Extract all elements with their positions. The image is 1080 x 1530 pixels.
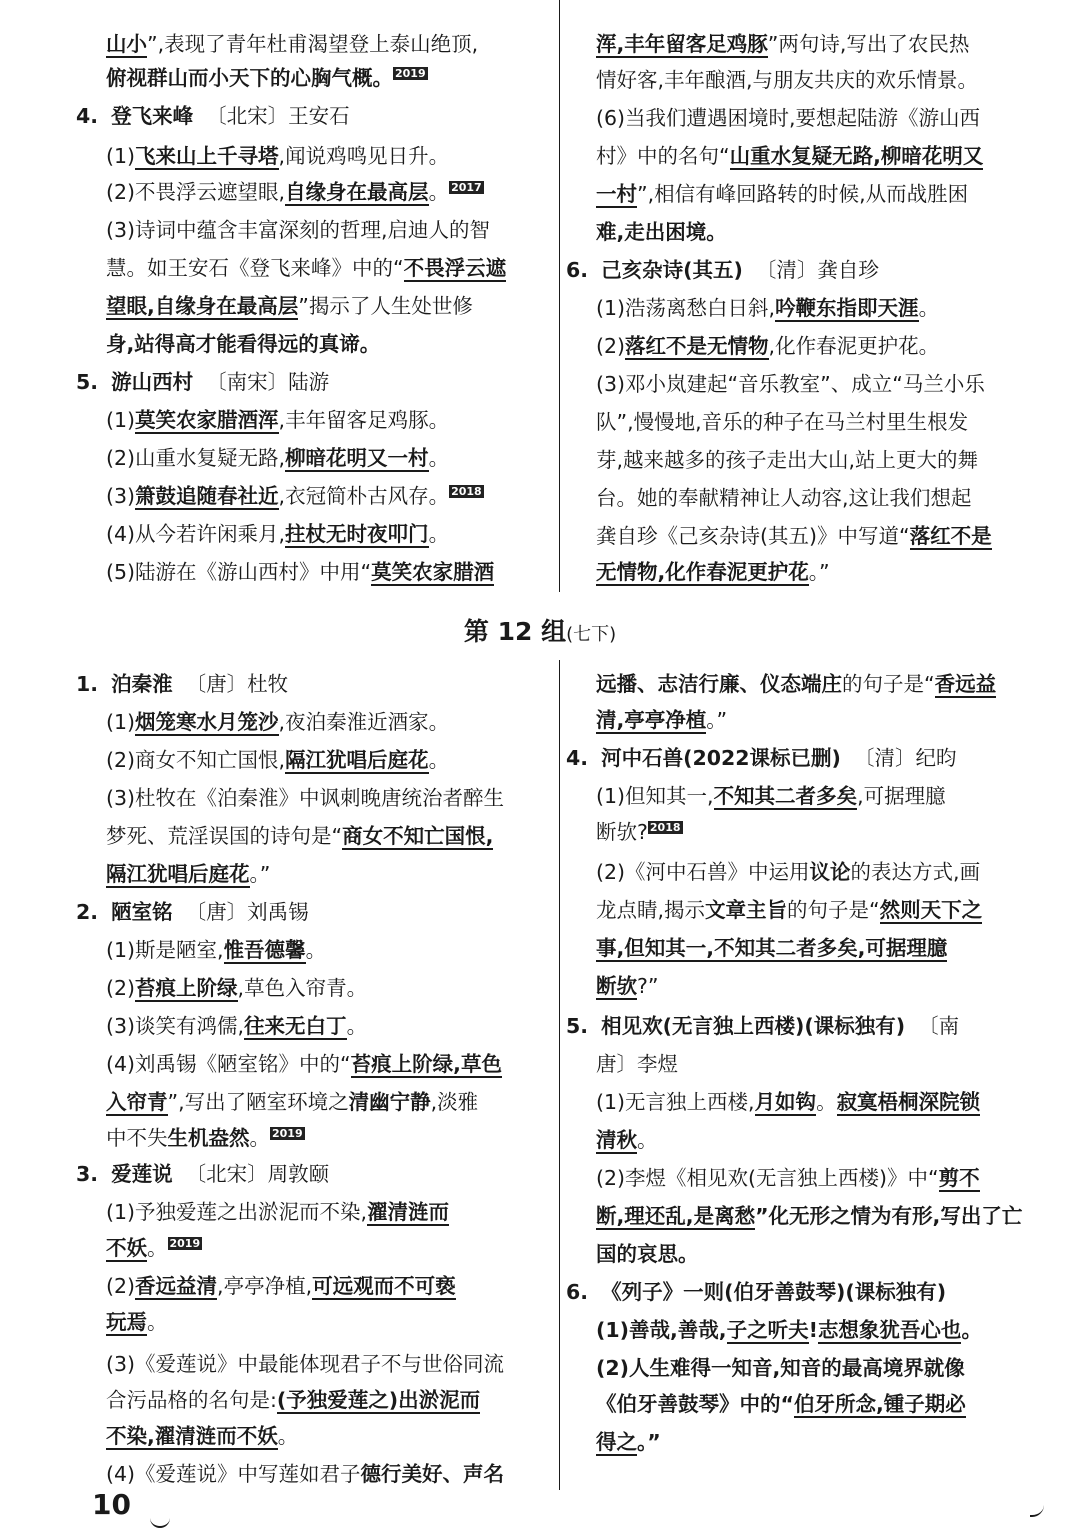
- question-line: [596, 1202, 1022, 1230]
- question-line: [596, 484, 972, 512]
- answer-blank: 落红不是: [909, 524, 992, 548]
- text: (1)善哉,善哉,: [596, 1318, 727, 1342]
- answer-blank: 然则天下之: [879, 898, 983, 922]
- corner-curve-icon: [1030, 1505, 1044, 1517]
- item-number: 3.: [76, 1162, 99, 1186]
- question-line: [596, 408, 968, 436]
- item-number: 2.: [76, 900, 99, 924]
- question-line: [596, 1088, 980, 1116]
- text: (3): [106, 484, 136, 508]
- poem-title: 己亥杂诗(其五): [601, 258, 743, 282]
- answer-blank: 子之听夫: [726, 1318, 809, 1342]
- question-line: [106, 936, 326, 964]
- text: (2): [596, 334, 626, 358]
- text: 。: [147, 1310, 168, 1334]
- poem-author: 〔北宋〕王安石: [206, 104, 350, 128]
- text-line: [596, 180, 968, 208]
- poem-heading: [566, 744, 956, 772]
- text: (2)不畏浮云遮望眼,: [106, 180, 286, 204]
- text: ”,写出了陋室环境之: [167, 1090, 349, 1114]
- text: (1)浩荡离愁白日斜,: [596, 296, 776, 320]
- text: (2)山重水复疑无路,: [106, 446, 286, 470]
- question-line: [596, 446, 978, 474]
- text: (5)陆游在《游山西村》中用“: [106, 560, 372, 584]
- question-line: [106, 1234, 202, 1262]
- text: (2)《河中石兽》中运用: [596, 860, 810, 884]
- text: (4)刘禹锡《陋室铭》中的“: [106, 1052, 351, 1076]
- poem-title: 登飞来峰: [111, 104, 194, 128]
- text: 龚自珍《己亥杂诗(其五)》中写道“: [596, 524, 910, 548]
- text: (4)从今若许闲乘月,: [106, 522, 286, 546]
- question-line: [106, 1422, 298, 1450]
- text-line: [596, 218, 727, 246]
- question-line: [106, 746, 449, 774]
- text: 芽,越来越多的孩子走出大山,站上更大的舞: [596, 448, 979, 472]
- answer-blank: 山重水复疑无路,柳暗花明又: [729, 144, 984, 168]
- answer-blank: 惟吾德馨: [223, 938, 306, 962]
- question-line: [596, 858, 980, 886]
- question-line: [106, 1350, 504, 1378]
- answer-blank: 不知其二者多矣: [713, 784, 858, 808]
- answer-blank: 拄杖无时夜叩门: [285, 522, 429, 546]
- question-line: [106, 1198, 449, 1226]
- answer-blank: 寂寞梧桐深院锁: [836, 1090, 981, 1114]
- answer-blank: 香远益清: [135, 1274, 218, 1298]
- question-line: [106, 784, 504, 812]
- poem-author: 〔南: [918, 1014, 960, 1038]
- text: ,丰年留客足鸡豚。: [278, 408, 450, 432]
- answer-blank: 一村: [596, 182, 637, 206]
- text: (2)商女不知亡国恨,: [106, 748, 286, 772]
- answer-blank: 自缘身在最高层: [285, 180, 429, 204]
- text: 队”,慢慢地,音乐的种子在马兰村里生根发: [596, 410, 969, 434]
- answer-blank: 不染,濯清涟而不妖: [106, 1424, 278, 1448]
- text: 。”: [249, 862, 271, 886]
- item-number: 6.: [566, 1280, 589, 1304]
- poem-heading: [76, 1160, 329, 1188]
- poem-heading: [566, 1278, 946, 1306]
- poem-title: 《列子》一则(伯牙善鼓琴)(课标独有): [601, 1280, 947, 1304]
- answer-blank: 浑,丰年留客足鸡豚: [596, 32, 768, 56]
- poem-heading: [76, 368, 329, 396]
- answer-blank: 清,亭亭净植: [596, 708, 707, 732]
- year-badge: 2018: [451, 485, 482, 499]
- question-line: [106, 860, 270, 888]
- answer-blank: 不妖: [106, 1236, 147, 1260]
- text: 慧。如王安石《登飞来峰》中的“: [106, 256, 404, 280]
- text: 。: [428, 180, 450, 204]
- text: 村》中的名句“: [596, 144, 730, 168]
- text: ,夜泊秦淮近酒家。: [278, 710, 450, 734]
- answer-blank: 莫笑农家腊酒: [371, 560, 495, 584]
- text: 断欤?: [596, 820, 648, 844]
- text-line: [106, 64, 428, 92]
- text: 议论: [809, 860, 851, 884]
- answer-blank: 濯清涟而: [367, 1200, 450, 1224]
- text: 。: [428, 522, 450, 546]
- text: 远播、志洁行廉、仪态端庄: [596, 672, 842, 696]
- question-line: [106, 1012, 367, 1040]
- poem-heading: [76, 898, 309, 926]
- text: (1)斯是陋室,: [106, 938, 224, 962]
- text: (4)《爱莲说》中写莲如君子: [106, 1462, 361, 1486]
- answer-blank: 无情物,化作春泥更护花: [596, 560, 809, 584]
- text: 情好客,丰年酿酒,与朋友共庆的欢乐情景。: [596, 68, 979, 92]
- question-line: [596, 972, 659, 1000]
- text: 。: [428, 446, 450, 470]
- question-line: [596, 782, 946, 810]
- year-badge: 2018: [649, 821, 681, 835]
- text: ”,表现了青年杜甫渴望登上泰山绝顶,: [147, 32, 479, 56]
- text: (2)人生难得一知音,知音的最高境界就像: [596, 1356, 965, 1380]
- text: 。”: [808, 560, 830, 584]
- text: (2): [106, 976, 136, 1000]
- question-line: [106, 142, 449, 170]
- answer-blank: 剪不: [938, 1166, 980, 1190]
- answer-blank: 月如钩: [754, 1090, 817, 1114]
- poem-title: 爱莲说: [111, 1162, 173, 1186]
- question-line: [106, 254, 506, 282]
- text: 身,站得高才能看得远的真谛。: [106, 332, 381, 356]
- poem-author: 〔唐〕杜牧: [185, 672, 289, 696]
- text: 清幽宁静: [348, 1090, 431, 1114]
- group-heading: [0, 612, 1080, 648]
- text-line: [596, 670, 996, 698]
- answer-blank: 山小: [106, 32, 147, 56]
- text-line: [596, 104, 980, 132]
- text: 难,走出困境。: [596, 220, 727, 244]
- answer-blank: 入帘青: [106, 1090, 168, 1114]
- poem-heading: [76, 102, 350, 130]
- text: (1): [106, 144, 136, 168]
- question-line: [596, 332, 939, 360]
- question-line: [106, 974, 367, 1002]
- year-badge: 2019: [272, 1127, 303, 1141]
- question-line: [106, 822, 493, 850]
- answer-blank: 断,理还乱,是离愁: [596, 1204, 756, 1228]
- answer-blank: 吟鞭东指即天涯: [775, 296, 919, 320]
- year-badge: 2019: [395, 67, 426, 81]
- item-number: 5.: [566, 1014, 589, 1038]
- text: ,衣冠简朴古风存。: [278, 484, 450, 508]
- answer-blank: 志想象犹吾心也: [817, 1318, 962, 1342]
- text: ,草色入帘青。: [237, 976, 368, 1000]
- text: 。: [428, 748, 450, 772]
- text: 台。她的奉献精神让人动容,这让我们想起: [596, 486, 972, 510]
- answer-blank: 箫鼓追随春社近: [135, 484, 279, 508]
- text: ”两句诗,写出了农民热: [767, 32, 970, 56]
- text: 。: [918, 296, 940, 320]
- text-line: [106, 30, 478, 58]
- text: (3)诗词中蕴含丰富深刻的哲理,启迪人的智: [106, 218, 491, 242]
- question-line: [106, 292, 473, 320]
- question-line: [596, 818, 683, 846]
- text: 国的哀思。: [596, 1242, 699, 1266]
- text: 。: [277, 1424, 299, 1448]
- text: 。: [637, 1128, 658, 1152]
- question-line: [106, 1386, 480, 1414]
- answer-blank: 不畏浮云遮: [403, 256, 507, 280]
- text: ,闻说鸡鸣见日升。: [278, 144, 450, 168]
- text: (2)李煜《相见欢(无言独上西楼)》中“: [596, 1166, 939, 1190]
- text: 生机盎然: [167, 1126, 250, 1150]
- text: 《伯牙善鼓琴》中的“: [596, 1392, 794, 1416]
- question-line: [106, 1050, 502, 1078]
- question-line: [106, 178, 484, 206]
- text: 德行美好、声名: [360, 1462, 505, 1486]
- poem-author: 唐〕李煜: [596, 1052, 678, 1076]
- question-line: [106, 216, 490, 244]
- answer-blank: 望眼,自缘身在最高层: [106, 294, 299, 318]
- poem-author: 〔清〕龚自珍: [755, 258, 879, 282]
- answer-blank: 得之: [596, 1430, 637, 1454]
- answer-blank: 往来无白丁: [244, 1014, 347, 1038]
- text: ”揭示了人生处世修: [298, 294, 473, 318]
- question-line: [596, 1126, 658, 1154]
- poem-author: 〔南宋〕陆游: [206, 370, 330, 394]
- text: (3)《爱莲说》中最能体现君子不与世俗同流: [106, 1352, 505, 1376]
- question-line: [106, 1088, 478, 1116]
- text: 文章主旨: [705, 898, 788, 922]
- text: (3)邓小岚建起“音乐教室”、成立“马兰小乐: [596, 372, 985, 396]
- column-divider: [559, 0, 560, 592]
- text: ,可据理臆: [857, 784, 946, 808]
- text-line: [596, 66, 978, 94]
- answer-blank: 商女不知亡国恨,: [342, 824, 494, 848]
- question-line: [596, 1316, 982, 1344]
- text: 俯视群山而小天下的心胸气概。: [106, 66, 393, 90]
- question-line: [596, 1390, 966, 1418]
- item-number: 6.: [566, 258, 589, 282]
- text-line: [596, 706, 727, 734]
- answer-blank: 隔江犹唱后庭花: [285, 748, 429, 772]
- answer-blank: (予独爱莲之)出淤泥而: [276, 1388, 481, 1412]
- answer-blank: 事,但知其一,不知其二者多矣,可据理臆: [596, 936, 948, 960]
- question-line: [106, 1308, 168, 1336]
- answer-blank: 断欤: [596, 974, 637, 998]
- poem-title: 陋室铭: [111, 900, 173, 924]
- answer-blank: 落红不是无情物: [625, 334, 769, 358]
- poem-heading: [76, 670, 288, 698]
- question-line: [596, 1428, 661, 1456]
- answer-blank: 苔痕上阶绿: [135, 976, 238, 1000]
- text: 。: [147, 1236, 168, 1260]
- text: 。: [305, 938, 327, 962]
- question-line: [106, 520, 449, 548]
- text: ?”: [637, 974, 659, 998]
- poem-title: 游山西村: [111, 370, 194, 394]
- poem-title: 泊秦淮: [111, 672, 173, 696]
- text: (1): [106, 408, 136, 432]
- poem-heading: [566, 1012, 959, 1040]
- question-line: [596, 370, 985, 398]
- question-line: [106, 1460, 504, 1488]
- poem-author: 〔清〕纪昀: [853, 746, 957, 770]
- text: ”化无形之情为有形,写出了亡: [755, 1204, 1023, 1228]
- question-line: [596, 934, 947, 962]
- text: 梦死、荒淫误国的诗句是“: [106, 824, 343, 848]
- text: 。: [346, 1014, 368, 1038]
- group-title: 第 12 组: [463, 617, 567, 646]
- answer-blank: 玩焉: [106, 1310, 147, 1334]
- text: 。”: [637, 1430, 661, 1454]
- question-line: [596, 896, 982, 924]
- text: !: [808, 1318, 818, 1342]
- text-line: [596, 142, 983, 170]
- text: (3)谈笑有鸿儒,: [106, 1014, 245, 1038]
- text: (1)无言独上西楼,: [596, 1090, 755, 1114]
- question-line: [106, 330, 380, 358]
- question-line: [596, 1164, 980, 1192]
- text: 。: [816, 1090, 837, 1114]
- question-line: [106, 1124, 305, 1152]
- poem-author: 〔北宋〕周敦颐: [185, 1162, 330, 1186]
- text: ”,相信有峰回路转的时候,从而战胜困: [637, 182, 969, 206]
- answer-blank: 香远益: [934, 672, 997, 696]
- answer-blank: 伯牙所念,锺子期必: [793, 1392, 966, 1416]
- question-line: [596, 522, 992, 550]
- poem-title: 河中石兽(2022课标已删): [601, 746, 841, 770]
- item-number: 4.: [76, 104, 99, 128]
- text: 龙点睛,揭示: [596, 898, 706, 922]
- text: 。: [249, 1126, 270, 1150]
- answer-blank: 烟笼寒水月笼沙: [135, 710, 279, 734]
- page-number: 10: [92, 1488, 131, 1521]
- text: 的句子是“: [787, 898, 880, 922]
- text: ,淡雅: [430, 1090, 479, 1114]
- poem-title: 相见欢(无言独上西楼)(课标独有): [601, 1014, 906, 1038]
- text: (1)予独爱莲之出淤泥而不染,: [106, 1200, 368, 1224]
- answer-blank: 清秋: [596, 1128, 637, 1152]
- year-badge: 2019: [169, 1237, 201, 1251]
- answer-blank: 莫笑农家腊酒浑: [135, 408, 279, 432]
- column-divider: [559, 660, 560, 1490]
- poem-author-cont: [596, 1050, 678, 1078]
- answer-blank: 隔江犹唱后庭花: [106, 862, 250, 886]
- item-number: 1.: [76, 672, 99, 696]
- question-line: [596, 558, 830, 586]
- answer-blank: 苔痕上阶绿,草色: [350, 1052, 502, 1076]
- item-number: 4.: [566, 746, 589, 770]
- poem-heading: [566, 256, 879, 284]
- question-line: [106, 558, 494, 586]
- question-line: [596, 294, 939, 322]
- page-number-swash-icon: [150, 1518, 170, 1528]
- text: ,化作春泥更护花。: [768, 334, 940, 358]
- answer-blank: 可远观而不可亵: [312, 1274, 456, 1298]
- year-badge: 2017: [451, 181, 482, 195]
- text: 。”: [706, 708, 728, 732]
- text: (2): [106, 1274, 136, 1298]
- text: (6)当我们遭遇困境时,要想起陆游《游山西: [596, 106, 981, 130]
- question-line: [106, 482, 484, 510]
- poem-author: 〔唐〕刘禹锡: [185, 900, 309, 924]
- item-number: 5.: [76, 370, 99, 394]
- answer-blank: 飞来山上千寻塔: [135, 144, 279, 168]
- question-line: [596, 1354, 965, 1382]
- text: (3)杜牧在《泊秦淮》中讽刺晚唐统治者醉生: [106, 786, 505, 810]
- answer-blank: 柳暗花明又一村: [285, 446, 429, 470]
- group-subtitle: (七下): [566, 624, 617, 645]
- question-line: [596, 1240, 699, 1268]
- text: (1): [106, 710, 136, 734]
- question-line: [106, 1272, 456, 1300]
- text-line: [596, 30, 969, 58]
- text: 的表达方式,画: [850, 860, 981, 884]
- text: (1)但知其一,: [596, 784, 714, 808]
- question-line: [106, 406, 449, 434]
- text: 的句子是“: [842, 672, 935, 696]
- text: 中不失: [106, 1126, 168, 1150]
- question-line: [106, 444, 449, 472]
- text: 合污品格的名句是:: [106, 1388, 277, 1412]
- question-line: [106, 708, 449, 736]
- text: ,亭亭净植,: [217, 1274, 313, 1298]
- text: 。: [961, 1318, 982, 1342]
